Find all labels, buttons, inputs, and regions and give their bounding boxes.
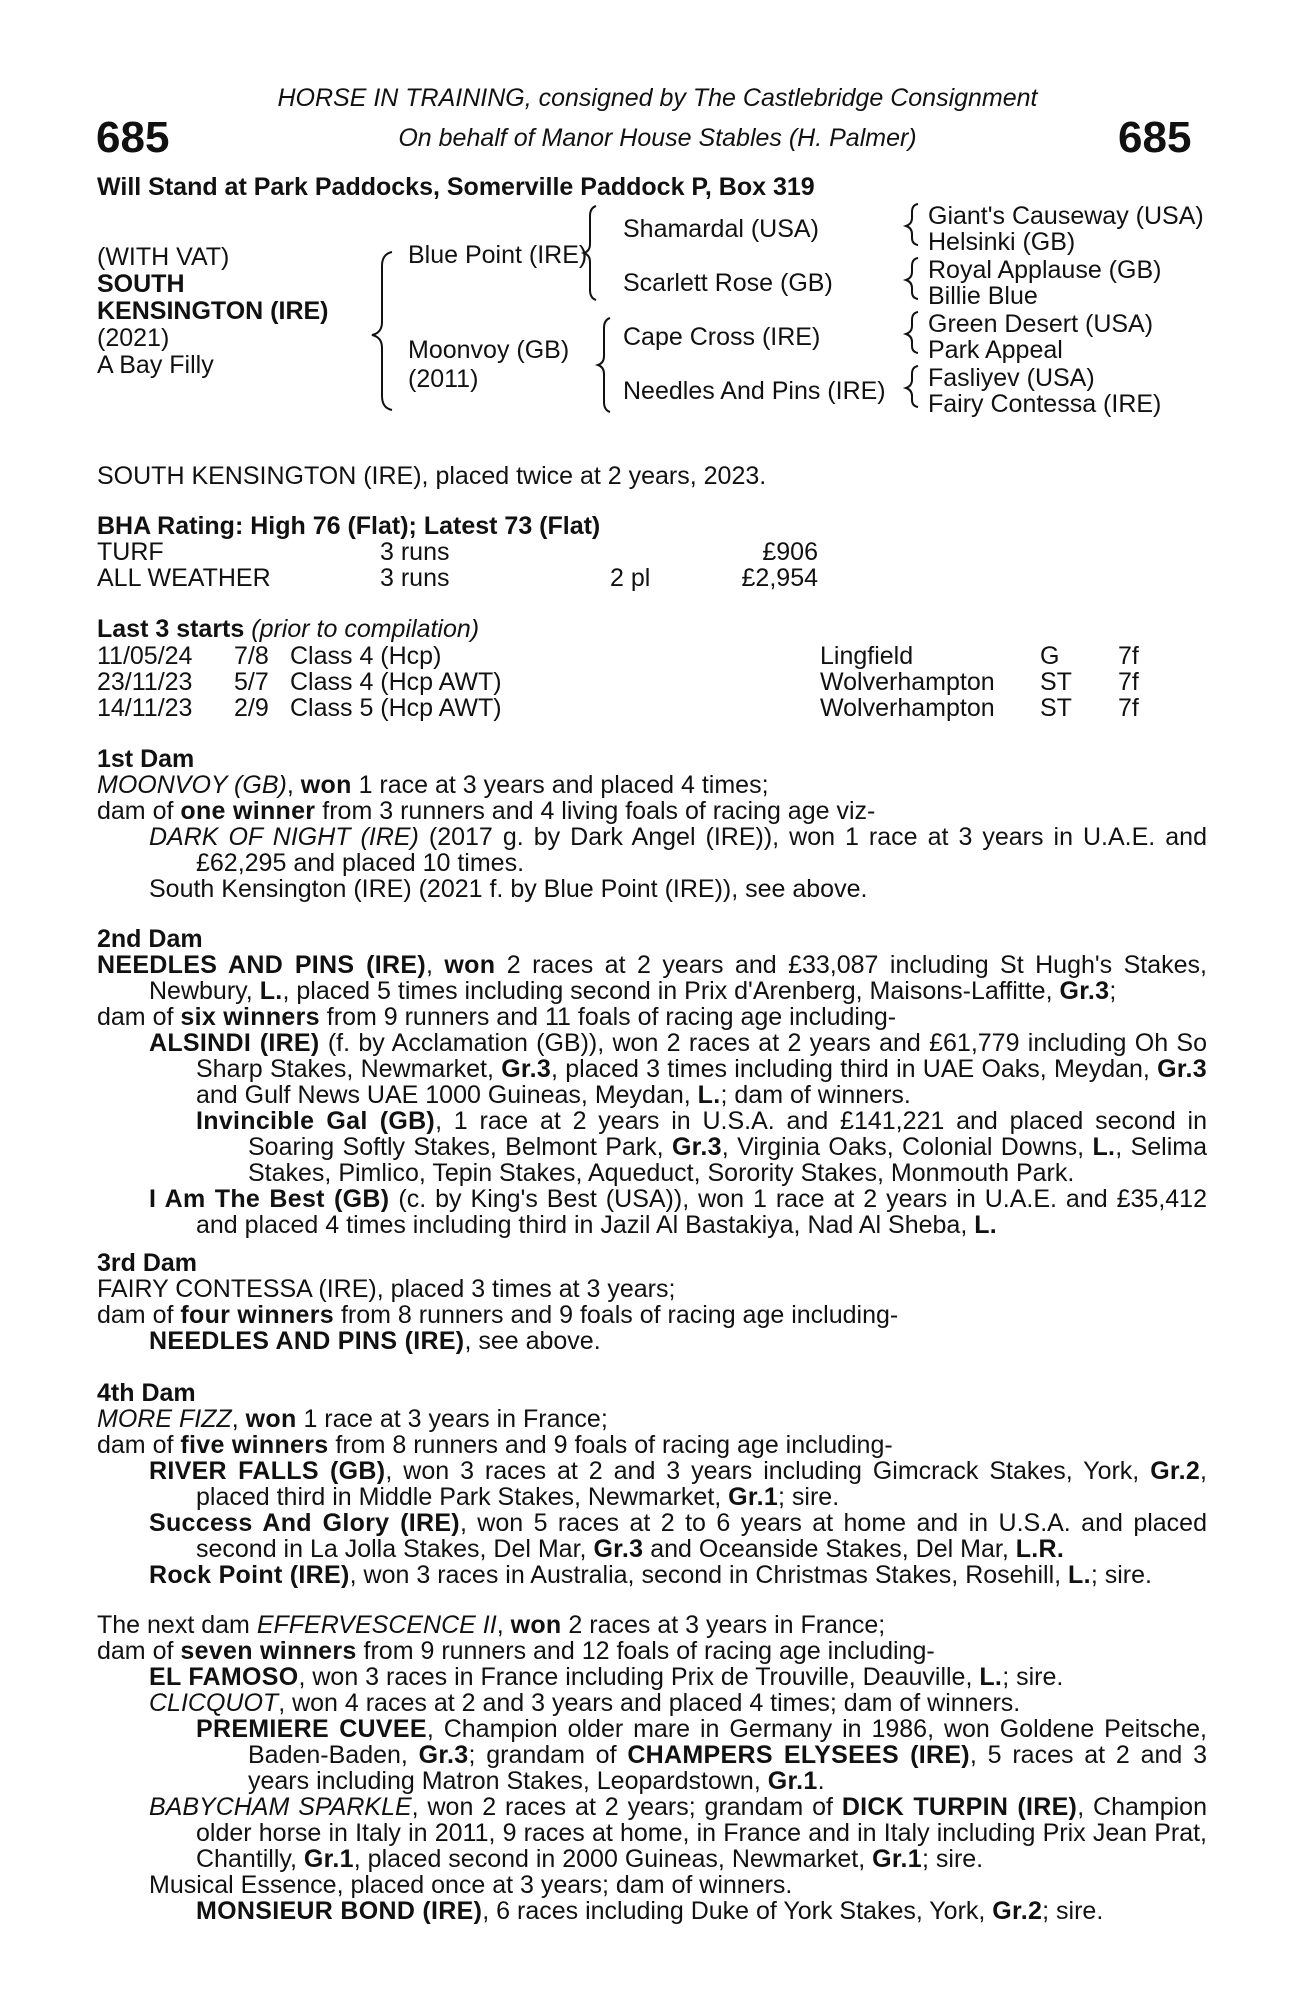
last-starts-title: Last 3 starts [97,615,245,643]
offspring-musical-essence: Musical Essence, placed once at 3 years; dam of winners. [149,1871,793,1899]
offspring-south-kensington: South Kensington (IRE) (2021 f. by Blue Point (IRE)), see above. [149,875,868,903]
offspring-needles-and-pins: NEEDLES AND PINS (IRE), see above. [149,1327,601,1355]
rating-surface: TURF [97,538,164,566]
last-starts-note: (prior to compilation) [251,615,480,643]
second-dam-heading: 2nd Dam [97,925,203,953]
offspring-clicquot: CLICQUOT, won 4 races at 2 and 3 years and placed 4 times; dam of winners. [149,1689,1021,1717]
start-class: Class 4 (Hcp) [290,642,442,670]
start-distance: 7f [1118,668,1139,696]
first-dam-record: MOONVOY (GB), won 1 race at 3 years and placed 4 times; [97,771,769,799]
start-distance: 7f [1118,694,1139,722]
start-going: G [1040,642,1060,670]
great-grandparent-1: Giant's Causeway (USA) [928,202,1204,230]
rating-runs: 3 runs [380,564,450,592]
vendor-line: On behalf of Manor House Stables (H. Palmer) [398,124,917,152]
next-dam-record: The next dam EFFERVESCENCE II, won 2 races at 3 years in France; [97,1611,886,1639]
offspring-el-famoso: EL FAMOSO, won 3 races in France including Prix de Trouville, Deauville, L.; sire. [149,1663,1064,1691]
dam-of-sire: Scarlett Rose (GB) [623,269,833,297]
offspring-i-am-the-best: I Am The Best (GB) (c. by King's Best (USA)), won 1 race at 2 years in U.A.E. and £35,412 and placed 4 times including third in Jazil Al Bastakiya, Nad Al Sheba, L. [149,1185,1207,1239]
offspring-success-and-glory: Success And Glory (IRE), won 5 races at 2 to 6 years at home and in U.S.A. and placed second in La Jolla Stakes, Del Mar, Gr.3 and Oceanside Stakes, Del Mar, L.R. [149,1509,1207,1563]
great-grandparent-7: Fasliyev (USA) [928,364,1095,392]
rating-surface: ALL WEATHER [97,564,271,592]
start-position: 2/9 [234,694,269,722]
start-class: Class 5 (Hcp AWT) [290,694,502,722]
dam-year: (2011) [408,365,479,393]
offspring-rock-point: Rock Point (IRE), won 3 races in Australia, second in Christmas Stakes, Rosehill, L.; sire. [149,1561,1152,1589]
start-course: Wolverhampton [820,694,995,722]
horse-name-line1: SOUTH [97,270,185,298]
start-going: ST [1040,668,1072,696]
fourth-dam-record: MORE FIZZ, won 1 race at 3 years in France; [97,1405,608,1433]
sire: Blue Point (IRE) [408,241,588,269]
rating-earnings: £906 [762,538,818,566]
dam-of-dam: Needles And Pins (IRE) [623,377,886,405]
rating-placed: 2 pl [610,564,651,592]
third-dam-produce: dam of four winners from 8 runners and 9 foals of racing age including- [97,1301,899,1329]
offspring-alsindi: ALSINDI (IRE) (f. by Acclamation (GB)), won 2 races at 2 years and £61,779 including Oh So Sharp Stakes, Newmarket, Gr.3, placed 3 times including third in UAE Oaks, Meydan, Gr.3 and Gulf News UAE 1000 Guineas, Meydan, L.; dam of winners. [149,1029,1207,1109]
great-grandparent-4: Billie Blue [928,282,1038,310]
start-going: ST [1040,694,1072,722]
lot-number-right: 685 [1118,113,1192,162]
horse-description: A Bay Filly [97,351,214,379]
last-starts-heading [97,616,479,642]
start-class: Class 4 (Hcp AWT) [290,668,502,696]
great-grandparent-5: Green Desert (USA) [928,310,1154,338]
start-course: Lingfield [820,642,914,670]
offspring-invincible-gal: Invincible Gal (GB), 1 race at 2 years in U.S.A. and £141,221 and placed second in Soaring Softly Stakes, Belmont Park, Gr.3, Virginia Oaks, Colonial Downs, L., Selima Stakes, Pimlico, Tepin Stakes, Aqueduct, Sorority Stakes, Monmouth Park. [196,1107,1208,1187]
third-dam-record: FAIRY CONTESSA (IRE), placed 3 times at 3 years; [97,1275,676,1303]
grand-offspring-premiere-cuvee: PREMIERE CUVEE, Champion older mare in Germany in 1986, won Goldene Peitsche, Baden-Baden, Gr.3; grandam of CHAMPERS ELYSEES (IRE), 5 races at 2 and 3 years including Matron Stakes, Leopardstown, Gr.1. [196,1715,1208,1795]
rating-runs: 3 runs [380,538,450,566]
start-date: 14/11/23 [97,694,193,722]
great-grandparent-6: Park Appeal [928,336,1063,364]
start-date: 11/05/24 [97,642,193,670]
start-position: 5/7 [234,668,269,696]
bha-rating: BHA Rating: High 76 (Flat); Latest 73 (Flat) [97,512,601,540]
start-distance: 7f [1118,642,1139,670]
vat-note: (WITH VAT) [97,243,230,271]
dam: Moonvoy (GB) [408,336,570,364]
sire-of-sire: Shamardal (USA) [623,215,819,243]
consignor-line: HORSE IN TRAINING, consigned by The Castlebridge Consignment [277,84,1038,112]
race-summary: SOUTH KENSINGTON (IRE), placed twice at 2 years, 2023. [97,462,767,490]
sire-of-dam: Cape Cross (IRE) [623,323,821,351]
rating-earnings: £2,954 [741,564,818,592]
first-dam-heading: 1st Dam [97,745,195,773]
offspring-dark-of-night: DARK OF NIGHT (IRE) (2017 g. by Dark Angel (IRE)), won 1 race at 3 years in U.A.E. and £62,295 and placed 10 times. [149,823,1207,877]
horse-name-line2: KENSINGTON (IRE) [97,297,329,325]
horse-year: (2021) [97,324,170,352]
great-grandparent-8: Fairy Contessa (IRE) [928,390,1162,418]
great-grandparent-3: Royal Applause (GB) [928,256,1162,284]
start-course: Wolverhampton [820,668,995,696]
start-position: 7/8 [234,642,269,670]
second-dam-record: NEEDLES AND PINS (IRE), won 2 races at 2 years and £33,087 including St Hugh's Stakes, Newbury, L., placed 5 times including second in Prix d'Arenberg, Maisons-Laffitte, Gr.3; [97,951,1207,1005]
first-dam-produce: dam of one winner from 3 runners and 4 living foals of racing age viz- [97,797,876,825]
start-date: 23/11/23 [97,668,193,696]
fourth-dam-produce: dam of five winners from 8 runners and 9 foals of racing age including- [97,1431,893,1459]
stand-location: Will Stand at Park Paddocks, Somerville Paddock P, Box 319 [97,173,815,201]
lot-number-left: 685 [96,113,170,162]
great-grandparent-2: Helsinki (GB) [928,228,1076,256]
grand-offspring-monsieur-bond: MONSIEUR BOND (IRE), 6 races including Duke of York Stakes, York, Gr.2; sire. [196,1897,1104,1925]
third-dam-heading: 3rd Dam [97,1249,198,1277]
first-dam-name: MOONVOY (GB) [97,771,287,799]
offspring-river-falls: RIVER FALLS (GB), won 3 races at 2 and 3 years including Gimcrack Stakes, York, Gr.2, placed third in Middle Park Stakes, Newmarket, Gr.1; sire. [149,1457,1207,1511]
second-dam-produce: dam of six winners from 9 runners and 11 foals of racing age including- [97,1003,897,1031]
offspring-babycham-sparkle: BABYCHAM SPARKLE, won 2 races at 2 years; grandam of DICK TURPIN (IRE), Champion older horse in Italy in 2011, 9 races at home, in France and in Italy including Prix Jean Prat, Chantilly, Gr.1, placed second in 2000 Guineas, Newmarket, Gr.1; sire. [149,1793,1207,1873]
fourth-dam-heading: 4th Dam [97,1379,196,1407]
next-dam-produce: dam of seven winners from 9 runners and 12 foals of racing age including- [97,1637,935,1665]
